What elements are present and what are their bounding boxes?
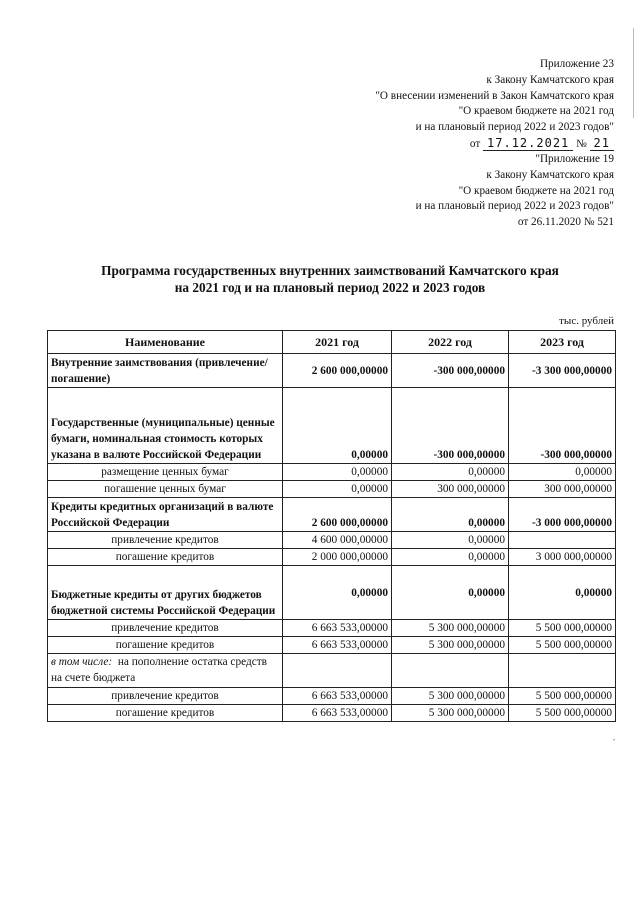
appendix-19-line3: "О краевом бюджете на 2021 год <box>458 184 614 197</box>
row-2023: -300 000,00000 <box>509 388 616 464</box>
document-title <box>60 262 600 296</box>
row-2022: -300 000,00000 <box>392 388 509 464</box>
row-2023: -3 000 000,00000 <box>509 498 616 532</box>
table-row <box>48 705 616 722</box>
row-2022: 5 300 000,00000 <box>392 637 509 654</box>
table-row <box>48 481 616 498</box>
row-2021: 6 663 533,00000 <box>283 637 392 654</box>
closing-quote-mark: " <box>613 739 616 745</box>
appendix-23-line1: Приложение 23 <box>539 58 614 70</box>
row-2023: 300 000,00000 <box>509 481 616 498</box>
row-2021 <box>283 654 392 688</box>
row-2022: 5 300 000,00000 <box>392 688 509 705</box>
row-2023: 5 500 000,00000 <box>509 688 616 705</box>
row-2022: 0,00000 <box>392 549 509 566</box>
row-2023: 0,00000 <box>509 566 616 620</box>
appendix-19-header <box>416 152 614 231</box>
scan-edge-line <box>633 28 634 118</box>
table-row <box>48 637 616 654</box>
table-row <box>48 566 616 620</box>
row-name: Кредиты кредитных организаций в валюте Российской Федерации <box>48 498 283 532</box>
row-2022: 0,00000 <box>392 532 509 549</box>
units-label: тыс. рублей <box>559 315 614 327</box>
row-name: привлечение кредитов <box>48 532 283 549</box>
table-row <box>48 354 616 388</box>
appendix-19-line5: от 26.11.2020 № 521 <box>517 216 614 229</box>
appendix-23-line4: "О краевом бюджете на 2021 год <box>458 105 614 118</box>
handwritten-date: 17.12.2021 <box>483 136 573 151</box>
appendix-23-line2: к Закону Камчатского края <box>486 73 614 86</box>
row-name: Государственные (муниципальные) ценные бумаги, номинальная стоимость которых указана в валюте Российской Федерации <box>48 388 283 464</box>
row-name: погашение кредитов <box>48 549 283 566</box>
appendix-23-line5: и на плановый период 2022 и 2023 годов" <box>415 121 614 134</box>
appendix-19-line4: и на плановый период 2022 и 2023 годов" <box>415 200 614 213</box>
number-prefix: № <box>576 137 587 150</box>
row-2023 <box>509 532 616 549</box>
row-2021: 6 663 533,00000 <box>283 705 392 722</box>
row-name: привлечение кредитов <box>48 620 283 637</box>
row-name-italic: в том числе: <box>51 656 113 668</box>
table-row <box>48 654 616 688</box>
title-line2: на 2021 год и на плановый период 2022 и 2023 годов <box>174 280 486 295</box>
row-name: погашение ценных бумаг <box>48 481 283 498</box>
row-2021: 2 000 000,00000 <box>283 549 392 566</box>
row-2022: 5 300 000,00000 <box>392 705 509 722</box>
row-name <box>48 654 283 688</box>
title-line1: Программа государственных внутренних заимствований Камчатского края <box>101 263 559 278</box>
row-2021: 4 600 000,00000 <box>283 532 392 549</box>
table-row <box>48 549 616 566</box>
table-row <box>48 688 616 705</box>
row-2023: 3 000 000,00000 <box>509 549 616 566</box>
header-2021: 2021 год <box>283 331 392 354</box>
row-name: Бюджетные кредиты от других бюджетов бюджетной системы Российской Федерации <box>48 566 283 620</box>
row-2021: 2 600 000,00000 <box>283 498 392 532</box>
row-2022: 0,00000 <box>392 566 509 620</box>
row-2021: 0,00000 <box>283 464 392 481</box>
row-name: Внутренние заимствования (привлечение/погашение) <box>48 354 283 388</box>
header-name: Наименование <box>48 331 283 354</box>
row-2023: 0,00000 <box>509 464 616 481</box>
row-2022: -300 000,00000 <box>392 354 509 388</box>
handwritten-number: 21 <box>590 136 614 151</box>
table-row <box>48 498 616 532</box>
row-2021: 6 663 533,00000 <box>283 688 392 705</box>
row-2021: 0,00000 <box>283 481 392 498</box>
row-2021: 6 663 533,00000 <box>283 620 392 637</box>
row-2022: 0,00000 <box>392 464 509 481</box>
table-header-row <box>48 331 616 354</box>
appendix-23-line3: "О внесении изменений в Закон Камчатского края <box>375 89 614 102</box>
table-row <box>48 532 616 549</box>
row-name: погашение кредитов <box>48 705 283 722</box>
row-2021: 0,00000 <box>283 388 392 464</box>
row-2022: 0,00000 <box>392 498 509 532</box>
header-2023: 2023 год <box>509 331 616 354</box>
row-name: привлечение кредитов <box>48 688 283 705</box>
row-2021: 2 600 000,00000 <box>283 354 392 388</box>
borrowing-program-table <box>47 330 616 722</box>
table-row <box>48 620 616 637</box>
appendix-19-line1: "Приложение 19 <box>535 153 614 165</box>
row-2022: 5 300 000,00000 <box>392 620 509 637</box>
row-2023: -3 300 000,00000 <box>509 354 616 388</box>
table-row <box>48 388 616 464</box>
appendix-23-dateline <box>470 136 614 153</box>
row-name: размещение ценных бумаг <box>48 464 283 481</box>
row-2022: 300 000,00000 <box>392 481 509 498</box>
row-2021: 0,00000 <box>283 566 392 620</box>
row-2023 <box>509 654 616 688</box>
header-2022: 2022 год <box>392 331 509 354</box>
date-prefix: от <box>469 137 481 150</box>
appendix-23-header <box>375 57 614 153</box>
appendix-19-line2: к Закону Камчатского края <box>486 168 614 181</box>
row-name-text: на пополнение остатка средств на счете бюджета <box>51 656 267 684</box>
row-2023: 5 500 000,00000 <box>509 637 616 654</box>
row-2022 <box>392 654 509 688</box>
row-name: погашение кредитов <box>48 637 283 654</box>
row-2023: 5 500 000,00000 <box>509 705 616 722</box>
table-row <box>48 464 616 481</box>
row-2023: 5 500 000,00000 <box>509 620 616 637</box>
